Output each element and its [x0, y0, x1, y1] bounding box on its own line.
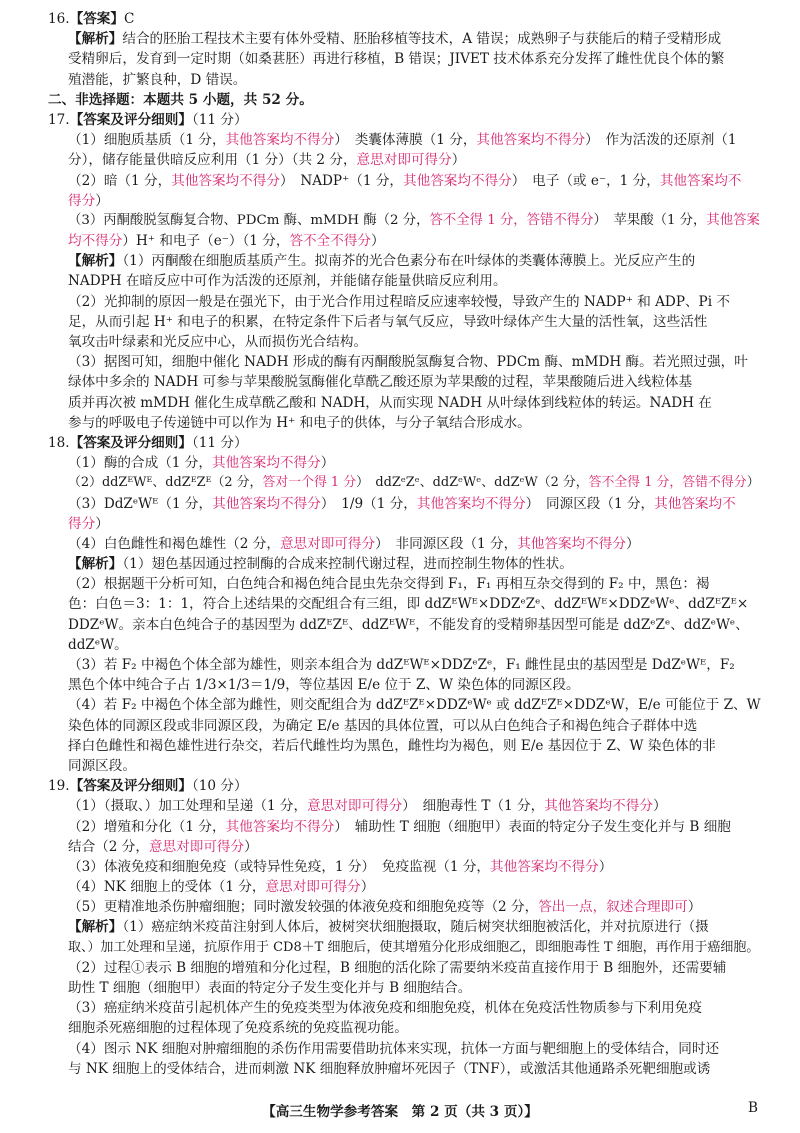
- text-line: [68, 333, 760, 351]
- scoring-note: 意思对即可得分: [307, 798, 403, 814]
- text-line: [68, 959, 760, 977]
- text-segment: 取、）加工处理和呈递，抗原作用于 CD8＋T 细胞后，使其增殖分化形成细胞乙，即细胞毒性 T 细胞，再作用于癌细胞。: [68, 940, 760, 955]
- text-segment: ）: [746, 475, 760, 490]
- scoring-note: 均不得分: [68, 233, 123, 249]
- text-segment: 择白色雌性和褐色雄性进行杂交，若后代雌性均为黑色，雌性均为褐色，则 E/e 基因位于 Z、W 染色体的非: [68, 738, 716, 754]
- text-line: [68, 636, 760, 654]
- text-segment: NADPH 在暗反应中可作为活泼的还原剂，并能储存能量供暗反应利用。: [68, 273, 507, 289]
- text-line: [68, 979, 760, 997]
- text-line: [68, 999, 760, 1017]
- text-line: [68, 272, 760, 290]
- text-line: [68, 414, 760, 432]
- text-segment: 质并再次被 mMDH 催化生成草酰乙酸和 NADH，从而实现 NADH 从叶绿体到线粒体的转运。NADH 在: [68, 395, 712, 411]
- scoring-note: 得分: [68, 516, 96, 532]
- text-segment: ） 细胞毒性 T（1 分，: [402, 798, 545, 814]
- text-line: [68, 71, 760, 89]
- footer-version-code: B: [748, 1100, 758, 1116]
- text-line: [68, 696, 760, 714]
- text-line: [68, 555, 760, 573]
- section-label: 【解析】: [68, 556, 123, 572]
- text-segment: （4）NK 细胞上的受体（1 分，: [68, 879, 266, 895]
- text-segment: ）: [652, 798, 667, 814]
- text-segment: 足，从而引起 H⁺ 和电子的积累，在特定条件下后者与氧气反应，导致叶绿体产生大量的活性氧，这些活性: [68, 314, 708, 330]
- text-line: [68, 1019, 760, 1037]
- text-line: [48, 10, 760, 28]
- text-line: [68, 131, 760, 149]
- text-line: [68, 595, 760, 613]
- text-segment: ） 辅助性 T 细胞（细胞甲）表面的特定分子发生变化并与 B 细胞: [334, 819, 731, 835]
- text-line: [68, 474, 760, 492]
- section-label: 【答案及评分细则】: [69, 435, 192, 451]
- text-segment: 助性 T 细胞（细胞甲）表面的特定分子发生变化并与 B 细胞结合。: [68, 980, 472, 996]
- text-line: [68, 1040, 760, 1058]
- text-line: [68, 515, 760, 533]
- text-line: [68, 30, 760, 48]
- scoring-note: 其他答案均不得分: [225, 132, 335, 148]
- scoring-note: 其他答案均不得分: [517, 536, 626, 552]
- section-label: 【解析】: [68, 253, 123, 269]
- text-segment: 18.: [48, 435, 70, 451]
- text-segment: （2）ddZᴱWᴱ、ddZᴱZᴱ（2 分，: [68, 475, 263, 490]
- text-line: [68, 353, 760, 371]
- text-segment: ）: [598, 859, 613, 875]
- text-segment: 黑色个体中纯合子占 1/3×1/3＝1/9，等位基因 E/e 位于 Z、W 染色体的同源区段。: [68, 677, 580, 693]
- text-line: [68, 232, 760, 250]
- text-line: [48, 91, 760, 109]
- text-segment: 19.: [48, 778, 70, 794]
- text-segment: ） 1/9（1 分，: [320, 496, 417, 512]
- text-line: [68, 656, 760, 674]
- text-line: [48, 434, 760, 452]
- text-segment: 结合的胚胎工程技术主要有体外受精、胚胎移植等技术，A 错误；成熟卵子与获能后的精子受精形成: [122, 31, 722, 47]
- text-segment: 参与的呼吸电子传递链中可以作为 H⁺ 和电子的供体，与分子氧结合形成水。: [68, 415, 531, 431]
- scoring-note: 答出一点，叙述合理即可: [538, 899, 688, 915]
- text-segment: ） 类囊体薄膜（1 分，: [334, 132, 477, 148]
- text-line: [68, 838, 760, 856]
- text-segment: 17.: [48, 112, 70, 128]
- text-segment: 分），储存能量供暗反应利用（1 分）（共 2 分，: [68, 152, 357, 168]
- text-line: [68, 252, 760, 270]
- text-line: [68, 878, 760, 896]
- text-line: [68, 454, 760, 472]
- text-segment: ） 电子（或 e⁻，1 分，: [511, 173, 660, 189]
- text-line: [68, 293, 760, 311]
- text-segment: （2）过程①表示 B 细胞的增殖和分化过程，B 细胞的活化除了需要纳米疫苗直接作用于 B 细胞外，还需要辅: [68, 960, 727, 976]
- text-segment: （1）丙酮酸在细胞质基质产生。拟南芥的光合色素分布在叶绿体的类囊体薄膜上。光反应产生的: [122, 253, 696, 269]
- text-segment: ） 苹果酸（1 分，: [593, 213, 707, 228]
- text-segment: （3）据图可知，细胞中催化 NADH 形成的酶有丙酮酸脱氢酶复合物、PDCm 酶、mMDH 酶。若光照过强，叶: [68, 354, 748, 370]
- text-segment: （1）酶的合成（1 分，: [68, 455, 212, 471]
- text-line: [68, 192, 760, 210]
- text-segment: 受精卵后，发育到一定时期（如桑葚胚）再进行移植，B 错误；JIVET 技术体系充分发挥了雌性优良个体的繁: [68, 51, 725, 67]
- text-segment: ）: [320, 455, 335, 471]
- text-segment: （3）癌症纳米疫苗引起机体产生的免疫类型为体液免疫和细胞免疫，机体在免疫活性物质参与下利用免疫: [68, 1000, 702, 1016]
- text-segment: （3）体液免疫和细胞免疫（或特异性免疫，1 分） 免疫监视（1 分，: [68, 859, 491, 875]
- text-segment: ） 同源区段（1 分，: [525, 496, 655, 512]
- text-segment: （2）根据题干分析可知，白色纯合和褐色纯合昆虫先杂交得到 F₁，F₁ 再相互杂交得到的 F₂ 中，黑色：褐: [68, 576, 710, 592]
- text-line: [68, 737, 760, 755]
- text-segment: ） NADP⁺（1 分，: [279, 173, 404, 189]
- text-line: [68, 858, 760, 876]
- text-segment: 氧攻击叶绿素和光反应中心，从而损伤光合结构。: [68, 334, 368, 350]
- text-segment: ddZᵉW。: [68, 637, 128, 653]
- text-line: [68, 616, 760, 634]
- text-segment: ）: [371, 233, 385, 249]
- section-label: 【解析】: [68, 31, 123, 47]
- text-segment: 染色体的同源区段或非同源区段，为确定 E/e 基因的具体位置，可以从白色纯合子和褐色纯合子群体中选: [68, 718, 698, 734]
- text-segment: DDZᵉW。亲本白色纯合子的基因型为 ddZᴱZᴱ、ddZᴱWᴱ，不能发育的受精卵基因型可能是 ddZᵉZᵉ、ddZᵉWᵉ、: [68, 617, 749, 633]
- text-segment: （11 分）: [191, 112, 248, 128]
- text-segment: （10 分）: [191, 778, 248, 794]
- text-line: [68, 313, 760, 331]
- text-line: [48, 111, 760, 129]
- text-segment: 同源区段。: [68, 758, 136, 774]
- text-segment: （1）（摄取、）加工处理和呈递（1 分，: [68, 798, 308, 814]
- text-segment: ）: [95, 516, 109, 532]
- text-segment: （2）暗（1 分，: [68, 173, 172, 189]
- text-segment: 与 NK 细胞上的受体结合，进而刺激 NK 细胞释放肿瘤坏死因子（TNF），或激活其他通路杀死靶细胞或诱: [68, 1061, 711, 1077]
- text-line: [68, 151, 760, 169]
- text-line: [68, 757, 760, 775]
- text-segment: 细胞杀死癌细胞的过程体现了免疫系统的免疫监视功能。: [68, 1020, 408, 1036]
- scoring-note: 其他答案均不: [659, 173, 742, 189]
- text-line: [68, 212, 760, 230]
- scoring-note: 其他答案均不得分: [211, 455, 321, 471]
- scoring-note: 其他答案均不得分: [403, 173, 512, 189]
- text-segment: （4）若 F₂ 中褐色个体全部为雌性，则交配组合为 ddZᴱZᴱ×DDZᵉWᵉ 或 ddZᴱZᴱ×DDZᵉW，E/e 可能位于 Z、W: [68, 697, 761, 713]
- text-segment: （1）细胞质基质（1 分，: [68, 132, 226, 148]
- section-label: 【解析】: [68, 919, 123, 935]
- text-line: [68, 535, 760, 553]
- section-label: 【答案】: [69, 11, 124, 27]
- scoring-note: 意思对即可得分: [265, 879, 361, 895]
- text-segment: （1）癌症纳米疫苗注射到人体后，被树突状细胞摄取，随后树突状细胞被活化，并对抗原进行（摄: [122, 919, 709, 935]
- scoring-note: 意思对即可得分: [148, 839, 245, 855]
- text-segment: ）: [451, 152, 466, 168]
- text-segment: （1）翅色基因通过控制酶的合成来控制代谢过程，进而控制生物体的性状。: [122, 556, 573, 572]
- scoring-note: 其他答案均不得分: [212, 496, 321, 512]
- text-line: [68, 373, 760, 391]
- text-segment: ） 非同源区段（1 分，: [375, 536, 518, 552]
- text-line: [68, 50, 760, 68]
- text-segment: （5）更精准地杀伤肿瘤细胞；同时激发较强的体液免疫和细胞免疫等（2 分，: [68, 899, 539, 915]
- text-segment: （4）图示 NK 细胞对肿瘤细胞的杀伤作用需要借助抗体来实现，抗体一方面与靶细胞上的受体结合，同时还: [68, 1041, 720, 1057]
- scoring-note: 其他答案均不得分: [416, 496, 526, 512]
- text-segment: （3）若 F₂ 中褐色个体全部为雄性，则亲本组合为 ddZᴱWᴱ×DDZᵉZᵉ，F₁ 雌性昆虫的基因型是 DdZᵉWᴱ，F₂: [68, 657, 735, 673]
- text-line: [68, 717, 760, 735]
- scoring-note: 得分: [68, 193, 96, 209]
- section-label: 【答案及评分细则】: [69, 778, 192, 794]
- text-segment: 结合（2 分，: [68, 839, 149, 855]
- text-segment: C: [124, 11, 135, 27]
- section-label: 【答案及评分细则】: [69, 112, 192, 128]
- text-line: [68, 676, 760, 694]
- text-segment: 殖潜能，扩繁良种，D 错误。: [68, 72, 247, 88]
- text-segment: ） ddZᵉZᵉ、ddZᵉWᵉ、ddZᵉW（2 分，: [356, 475, 589, 490]
- scoring-note: 其他答案均不得分: [171, 173, 280, 189]
- text-segment: ）: [95, 193, 109, 209]
- scoring-note: 其他答案均不得分: [544, 798, 653, 814]
- text-segment: （2）光抑制的原因一般是在强光下，由于光合作用过程暗反应速率较慢，导致产生的 NADP⁺ 和 ADP、Pi 不: [68, 294, 730, 310]
- text-segment: （4）白色雌性和褐色雄性（2 分，: [68, 536, 280, 552]
- text-line: [68, 818, 760, 836]
- text-segment: （11 分）: [191, 435, 248, 451]
- scoring-note: 意思对即可得分: [279, 536, 376, 552]
- text-segment: 色：白色＝3：1：1，符合上述结果的交配组合有三组，即 ddZᴱWᴱ×DDZᵉZᵉ、ddZᴱWᴱ×DDZᵉWᵉ、ddZᴱZᴱ×: [68, 596, 749, 612]
- text-segment: 绿体中多余的 NADH 可参与苹果酸脱氢酶催化草酰乙酸还原为苹果酸的过程，苹果酸随后进入线粒体基: [68, 374, 693, 390]
- scoring-note: 其他答案均不得分: [490, 859, 599, 875]
- text-segment: ）H⁺ 和电子（e⁻）（1 分，: [122, 233, 290, 249]
- scoring-note: 答不全不得分: [289, 233, 372, 249]
- text-line: [68, 939, 760, 957]
- text-line: [68, 495, 760, 513]
- scoring-note: 其他答案均不: [654, 496, 736, 512]
- scoring-note: 答不全得 1 分，答错不得分: [588, 475, 747, 490]
- text-segment: （3）DdZᵉWᴱ（1 分，: [68, 496, 213, 512]
- scoring-note: 答对一个得 1 分: [262, 475, 357, 490]
- text-segment: （3）丙酮酸脱氢酶复合物、PDCm 酶、mMDH 酶（2 分，: [68, 213, 430, 228]
- text-segment: ） 作为活泼的还原剂（1: [585, 132, 737, 148]
- scoring-note: 其他答案均不得分: [476, 132, 586, 148]
- text-segment: （2）增殖和分化（1 分，: [68, 819, 226, 835]
- section-label: 二、非选择题：本题共 5 小题，共 52 分。: [48, 92, 313, 108]
- scoring-note: 意思对即可得分: [356, 152, 452, 168]
- text-segment: 16.: [48, 11, 70, 27]
- text-line: [48, 777, 760, 795]
- text-line: [68, 797, 760, 815]
- text-line: [68, 1060, 760, 1078]
- text-segment: ）: [625, 536, 640, 552]
- text-segment: ）: [687, 899, 702, 915]
- scoring-note: 答不全得 1 分，答错不得分: [429, 213, 594, 228]
- text-line: [68, 394, 760, 412]
- text-line: [68, 575, 760, 593]
- text-segment: ）: [360, 879, 375, 895]
- text-line: [68, 918, 760, 936]
- footer-title: 【高三生物学参考答案 第 2 页（共 3 页）】: [262, 1104, 538, 1120]
- text-segment: ）: [244, 839, 258, 855]
- text-line: [68, 172, 760, 190]
- text-line: [68, 898, 760, 916]
- scoring-note: 其他答案: [706, 213, 760, 228]
- scoring-note: 其他答案均不得分: [225, 819, 335, 835]
